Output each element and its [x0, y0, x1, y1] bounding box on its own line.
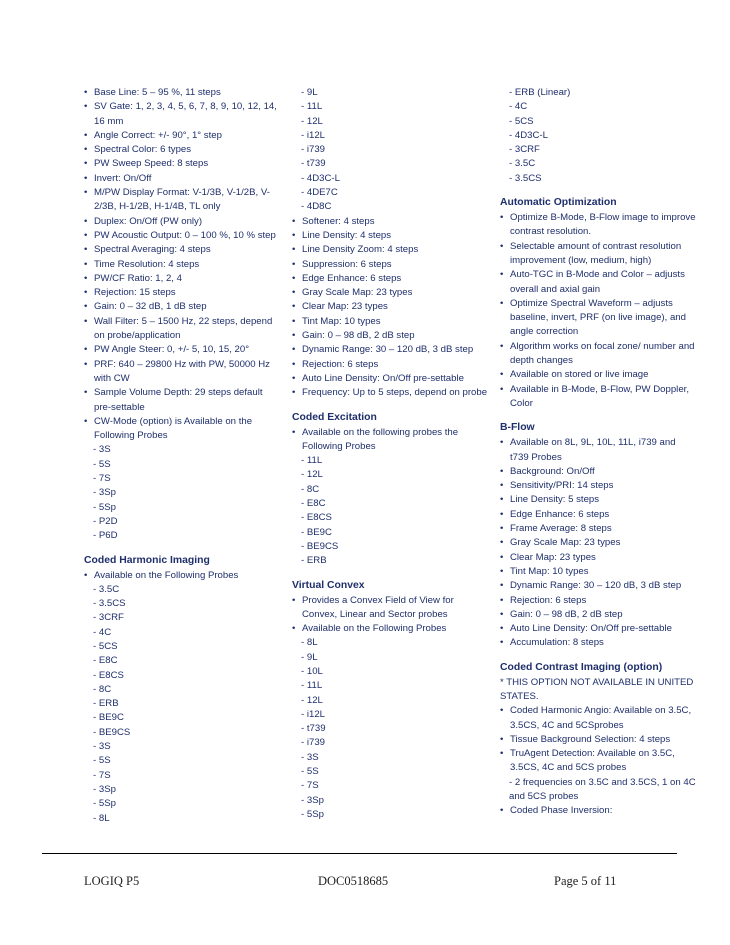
bullet-item: • Softener: 4 steps — [292, 215, 488, 229]
bullet-item: • Tint Map: 10 types — [292, 315, 488, 329]
sub-item: - 4D3C-L — [301, 172, 340, 184]
availability-note: * THIS OPTION NOT AVAILABLE IN UNITED STATES. — [500, 676, 694, 702]
coded-excitation-list — [292, 426, 488, 569]
sub-item: - t739 — [301, 723, 326, 735]
sub-item: - 3S — [93, 741, 111, 753]
coded-contrast-list — [500, 704, 696, 818]
bullet-item: • Tint Map: 10 types — [500, 565, 696, 579]
sub-item: - 12L — [301, 115, 323, 127]
bullet-item: • Algorithm works on focal zone/ number and depth changes — [500, 340, 696, 369]
bullet-item: • Auto-TGC in B-Mode and Color – adjusts overall and axial gain — [500, 268, 696, 297]
sub-item: - 3Sp — [301, 794, 324, 806]
sub-item: - BE9C — [301, 526, 332, 538]
sub-item: - 7S — [93, 473, 111, 485]
sub-item: - 8C — [301, 483, 320, 495]
coded-harmonic-list — [84, 569, 280, 826]
sub-item: - 3CRF — [509, 144, 540, 156]
sub-item: - 10L — [301, 665, 323, 677]
bullet-item: • Optimize Spectral Waveform – adjusts baseline, invert, PRF (on live image), and angle correction — [500, 297, 696, 340]
bullet-item: • Edge Enhance: 6 steps — [500, 508, 696, 522]
section-heading-coded-excitation: Coded Excitation — [292, 411, 377, 423]
bullet-item: • Duplex: On/Off (PW only) — [84, 215, 280, 229]
sub-item: - t739 — [301, 158, 326, 170]
column-3 — [500, 86, 696, 819]
bullet-item: • Edge Enhance: 6 steps — [292, 272, 488, 286]
bullet-item: • Available on the Following Probes — [292, 622, 488, 636]
doppler-spec-list — [84, 86, 280, 544]
sub-item: - 3Sp — [93, 487, 116, 499]
sub-item: - BE9C — [93, 712, 124, 724]
bullet-item: • Sample Volume Depth: 29 steps default pre-settable — [84, 386, 280, 415]
bullet-item: • Gain: 0 – 98 dB, 2 dB step — [292, 329, 488, 343]
sub-item: - 5Sp — [93, 798, 116, 810]
probe-and-settings-list — [292, 86, 488, 401]
sub-item: - 5Sp — [301, 808, 324, 820]
sub-item: - 3.5C — [509, 158, 536, 170]
sub-item: - 11L — [301, 101, 323, 113]
sub-item: - E8C — [93, 655, 118, 667]
sub-item: - 5CS — [509, 115, 534, 127]
bullet-item: • Auto Line Density: On/Off pre-settable — [292, 372, 488, 386]
sub-item: - BE9CS — [301, 540, 339, 552]
bullet-item: • Line Density: 5 steps — [500, 493, 696, 507]
sub-item: - BE9CS — [93, 726, 131, 738]
bullet-item: • Clear Map: 23 types — [292, 300, 488, 314]
sub-item: - 4C — [93, 626, 112, 638]
footer-product: LOGIQ P5 — [84, 874, 140, 888]
sub-item: - P6D — [93, 530, 118, 542]
sub-item: - 5S — [93, 458, 111, 470]
sub-item: - 4C — [509, 101, 528, 113]
sub-item: - 3Sp — [93, 783, 116, 795]
bullet-item: • Suppression: 6 steps — [292, 258, 488, 272]
bullet-item: • Available on 8L, 9L, 10L, 11L, i739 and t739 Probes — [500, 436, 696, 465]
bullet-item: • Rejection: 6 steps — [292, 358, 488, 372]
section-heading-b-flow: B-Flow — [500, 422, 535, 434]
bullet-item: • Background: On/Off — [500, 465, 696, 479]
sub-item: - 12L — [301, 469, 323, 481]
sub-item: - ERB — [93, 698, 119, 710]
sub-item: - 9L — [301, 651, 318, 663]
footer-doc-id: DOC0518685 — [318, 874, 389, 888]
bullet-item: • Spectral Color: 6 types — [84, 143, 280, 157]
sub-item: - 3.5CS — [509, 172, 542, 184]
footer-page-number: Page 5 of 11 — [554, 874, 617, 888]
bullet-item: • Tissue Background Selection: 4 steps — [500, 733, 696, 747]
bullet-item: • Clear Map: 23 types — [500, 551, 696, 565]
sub-item: - ERB (Linear) — [509, 87, 571, 98]
sub-item: - i12L — [301, 129, 325, 141]
bullet-item: • SV Gate: 1, 2, 3, 4, 5, 6, 7, 8, 9, 10, 12, 14, 16 mm — [84, 100, 280, 129]
sub-item: - i12L — [301, 708, 325, 720]
bullet-item: • Optimize B-Mode, B-Flow image to improve contrast resolution. — [500, 211, 696, 240]
bullet-item: • Time Resolution: 4 steps — [84, 258, 280, 272]
sub-item: - 9L — [301, 87, 318, 98]
sub-item: - P2D — [93, 515, 118, 527]
sub-item: - i739 — [301, 737, 325, 749]
b-flow-list — [500, 436, 696, 650]
sub-item: - 11L — [301, 680, 323, 692]
bullet-item: • TruAgent Detection: Available on 3.5C, 3.5CS, 4C and 5CS probes — [500, 747, 696, 776]
bullet-item: • Available on stored or live image — [500, 368, 696, 382]
bullet-item: • Available on the following probes the Following Probes — [292, 426, 488, 455]
sub-item: - 5Sp — [93, 501, 116, 513]
bullet-item: • Spectral Averaging: 4 steps — [84, 243, 280, 257]
sub-item: - 8L — [301, 637, 318, 649]
bullet-item: • Angle Correct: +/- 90°, 1° step — [84, 129, 280, 143]
bullet-item: • Frame Average: 8 steps — [500, 522, 696, 536]
bullet-item: • Coded Phase Inversion: — [500, 804, 696, 818]
bullet-item: • PW Angle Steer: 0, +/- 5, 10, 15, 20° — [84, 343, 280, 357]
column-1 — [84, 86, 280, 826]
bullet-item: • Auto Line Density: On/Off pre-settable — [500, 622, 696, 636]
sub-item: - 5CS — [93, 640, 118, 652]
sub-item: - 3.5C — [93, 583, 120, 595]
sub-item: - 3CRF — [93, 612, 124, 624]
sub-item: - 4D8C — [301, 201, 332, 213]
section-heading-virtual-convex: Virtual Convex — [292, 579, 365, 591]
bullet-item: • Invert: On/Off — [84, 172, 280, 186]
sub-item: - 2 frequencies on 3.5C and 3.5CS, 1 on 4C and 5CS probes — [509, 776, 696, 803]
bullet-item: • Dynamic Range: 30 – 120 dB, 3 dB step — [292, 343, 488, 357]
bullet-item: • Gray Scale Map: 23 types — [500, 536, 696, 550]
sub-item: - 8L — [93, 812, 110, 824]
sub-item: - 3.5CS — [93, 598, 126, 610]
probe-list-continued — [500, 86, 696, 186]
bullet-item: • Base Line: 5 – 95 %, 11 steps — [84, 86, 280, 100]
sub-item: - 5S — [93, 755, 111, 767]
sub-item: - ERB — [301, 555, 327, 567]
section-heading-automatic-optimization: Automatic Optimization — [500, 197, 617, 209]
bullet-item: • Available on the Following Probes — [84, 569, 280, 583]
sub-item: - 3S — [301, 751, 319, 763]
bullet-item: • M/PW Display Format: V-1/3B, V-1/2B, V-2/3B, H-1/2B, H-1/4B, TL only — [84, 186, 280, 215]
sub-item: - 3S — [93, 444, 111, 456]
bullet-item: • Dynamic Range: 30 – 120 dB, 3 dB step — [500, 579, 696, 593]
sub-item: - 4D3C-L — [509, 129, 548, 141]
bullet-item: • Gray Scale Map: 23 types — [292, 286, 488, 300]
sub-item: - E8CS — [301, 512, 332, 524]
bullet-item: • Sensitivity/PRI: 14 steps — [500, 479, 696, 493]
bullet-item: • PRF: 640 – 29800 Hz with PW, 50000 Hz with CW — [84, 358, 280, 387]
bullet-item: • PW Sweep Speed: 8 steps — [84, 157, 280, 171]
bullet-item: • Line Density Zoom: 4 steps — [292, 243, 488, 257]
bullet-item: • Available in B-Mode, B-Flow, PW Doppler, Color — [500, 383, 696, 412]
virtual-convex-list — [292, 594, 488, 823]
bullet-item: • Selectable amount of contrast resolution improvement (low, medium, high) — [500, 240, 696, 269]
sub-item: - 7S — [301, 780, 319, 792]
bullet-item: • Gain: 0 – 32 dB, 1 dB step — [84, 300, 280, 314]
bullet-item: • PW/CF Ratio: 1, 2, 4 — [84, 272, 280, 286]
bullet-item: • Line Density: 4 steps — [292, 229, 488, 243]
footer-divider — [42, 853, 677, 854]
bullet-item: • PW Acoustic Output: 0 – 100 %, 10 % step — [84, 229, 280, 243]
bullet-item: • Coded Harmonic Angio: Available on 3.5C, 3.5CS, 4C and 5CSprobes — [500, 704, 696, 733]
sub-item: - 11L — [301, 455, 323, 467]
column-2 — [292, 86, 488, 822]
sub-item: - i739 — [301, 144, 325, 156]
sub-item: - 12L — [301, 694, 323, 706]
sub-item: - 5S — [301, 766, 319, 778]
sub-item: - E8CS — [93, 669, 124, 681]
sub-item: - 7S — [93, 769, 111, 781]
bullet-item: • Wall Filter: 5 – 1500 Hz, 22 steps, depend on probe/application — [84, 315, 280, 344]
section-heading-coded-contrast-imaging: Coded Contrast Imaging (option) — [500, 661, 663, 673]
bullet-item: • Provides a Convex Field of View for Convex, Linear and Sector probes — [292, 594, 488, 623]
bullet-item: • Frequency: Up to 5 steps, depend on probe — [292, 386, 488, 400]
section-heading-coded-harmonic-imaging: Coded Harmonic Imaging — [84, 554, 210, 566]
sub-item: - 8C — [93, 683, 112, 695]
bullet-item: • CW-Mode (option) is Available on the Following Probes — [84, 415, 280, 444]
sub-item: - E8C — [301, 498, 326, 510]
bullet-item: • Rejection: 15 steps — [84, 286, 280, 300]
automatic-optimization-list — [500, 211, 696, 411]
bullet-item: • Rejection: 6 steps — [500, 594, 696, 608]
bullet-item: • Gain: 0 – 98 dB, 2 dB step — [500, 608, 696, 622]
bullet-item: • Accumulation: 8 steps — [500, 636, 696, 650]
sub-item: - 4DE7C — [301, 187, 338, 199]
